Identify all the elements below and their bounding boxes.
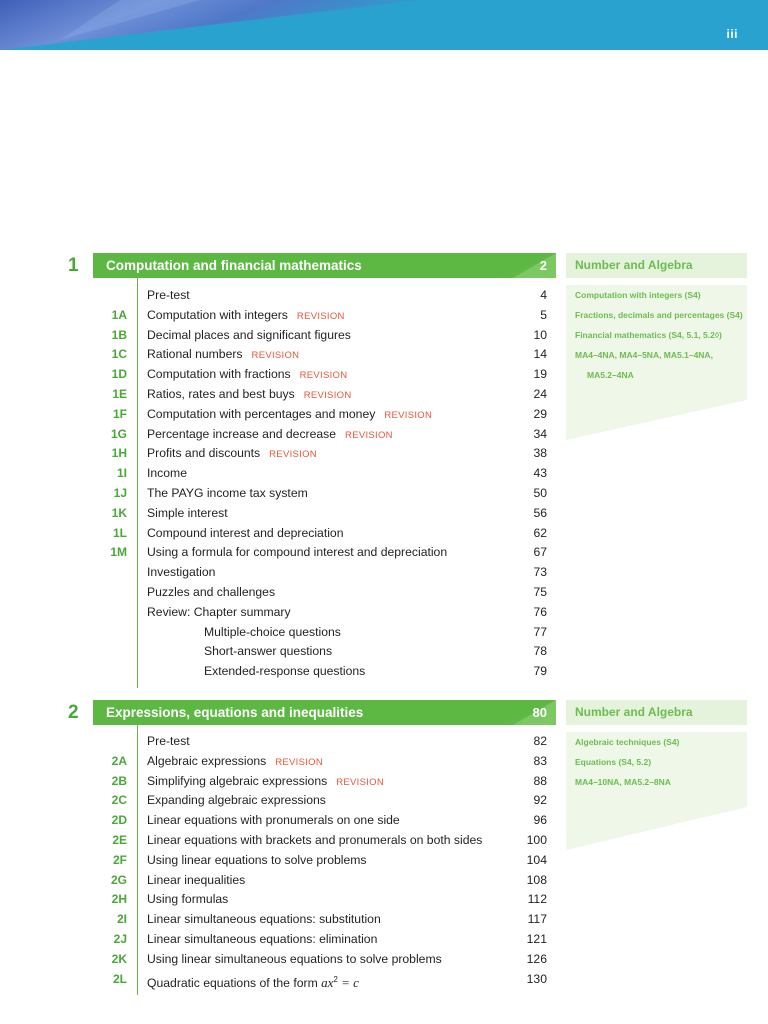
- toc-row[interactable]: [0, 871, 768, 891]
- revision-badge: REVISION: [251, 350, 300, 362]
- section-page: 92: [533, 793, 547, 808]
- section-title: The PAYG income tax system: [147, 485, 308, 500]
- chapter-number: 1: [68, 255, 79, 276]
- toc-row[interactable]: [0, 831, 768, 851]
- section-page: 77: [533, 624, 547, 639]
- revision-badge: REVISION: [303, 389, 352, 401]
- chapter-number: 2: [68, 702, 79, 723]
- section-code: 1B: [111, 327, 127, 342]
- section-page: 82: [533, 734, 547, 748]
- section-title: Algebraic expressions REVISION: [147, 753, 324, 768]
- strand-item: Computation with integers (S4): [575, 290, 701, 300]
- section-code: 2E: [112, 832, 127, 847]
- header-banner: [0, 0, 768, 50]
- section-page: 121: [526, 931, 547, 946]
- toc-row[interactable]: [0, 950, 768, 970]
- section-title: Decimal places and significant figures: [147, 327, 351, 342]
- section-code: 2B: [111, 773, 127, 788]
- section-page: 96: [533, 813, 547, 828]
- section-title: Linear equations with brackets and pronumerals on both sides: [147, 832, 483, 847]
- section-title: Quadratic equations of the form $ax^2 = c$: [147, 974, 359, 990]
- revision-badge: REVISION: [345, 429, 393, 441]
- section-code: 2K: [111, 951, 127, 966]
- strand-heading: Number and Algebra: [566, 253, 747, 278]
- section-page: 56: [533, 505, 547, 520]
- toc-row[interactable]: [0, 543, 768, 563]
- strand-heading: Number and Algebra: [566, 700, 747, 725]
- toc-row[interactable]: [0, 752, 768, 772]
- section-code: 1C: [111, 347, 127, 362]
- section-page: 76: [533, 604, 547, 619]
- toc-row[interactable]: [0, 524, 768, 544]
- section-title: Using formulas: [147, 892, 229, 907]
- section-page: 78: [533, 644, 547, 659]
- section-page: 34: [533, 426, 547, 441]
- revision-badge: REVISION: [269, 449, 317, 461]
- section-code: 2G: [110, 872, 127, 887]
- section-code: 1A: [111, 307, 127, 322]
- section-page: 130: [526, 971, 547, 986]
- section-title: Computation with integers REVISION: [147, 307, 345, 322]
- section-page: 88: [533, 773, 547, 788]
- section-title: Computation with fractions REVISION: [147, 367, 348, 382]
- toc-row[interactable]: [0, 811, 768, 831]
- section-code: 1H: [111, 446, 127, 461]
- toc-row[interactable]: [0, 405, 768, 425]
- section-page: 43: [533, 466, 547, 481]
- strand-item: Fractions, decimals and percentages (S4): [575, 310, 743, 320]
- toc-row[interactable]: [0, 504, 768, 524]
- toc-row[interactable]: [0, 970, 768, 990]
- toc-row[interactable]: [0, 603, 768, 623]
- revision-badge: REVISION: [296, 310, 345, 322]
- section-code: 1G: [110, 426, 127, 441]
- section-title: Using a formula for compound interest and depreciation: [147, 545, 448, 560]
- toc-row[interactable]: [0, 286, 768, 306]
- toc-row[interactable]: [0, 791, 768, 811]
- section-page: 83: [533, 753, 547, 768]
- section-code: 2L: [112, 971, 127, 986]
- section-code: 2F: [112, 852, 127, 867]
- toc-row[interactable]: [0, 910, 768, 930]
- toc-row[interactable]: [0, 484, 768, 504]
- revision-badge: REVISION: [275, 756, 324, 768]
- toc-row[interactable]: [0, 385, 768, 405]
- toc-row[interactable]: [0, 464, 768, 484]
- section-title: Simplifying algebraic expressions REVISION: [147, 773, 385, 788]
- section-title: Computation with percentages and money REVISION: [147, 406, 433, 421]
- section-page: 67: [533, 545, 547, 560]
- section-code: 1M: [110, 545, 127, 560]
- section-title: Profits and discounts REVISION: [147, 446, 317, 461]
- section-list: [0, 286, 768, 682]
- section-title: Simple interest: [147, 505, 228, 520]
- header-decoration: [0, 0, 420, 50]
- strand-item: MA4–10NA, MA5.2–8NA: [575, 777, 671, 787]
- section-title: Pre-test: [147, 288, 190, 302]
- section-page: 126: [526, 951, 547, 966]
- section-code: 2J: [113, 931, 127, 946]
- section-code: 1J: [113, 485, 127, 500]
- section-page: 38: [533, 446, 547, 461]
- section-code: 1I: [116, 466, 127, 481]
- chapter-title: Expressions, equations and inequalities: [106, 705, 364, 720]
- toc-row[interactable]: [0, 583, 768, 603]
- section-title: Ratios, rates and best buys REVISION: [147, 386, 352, 401]
- section-title: Linear simultaneous equations: elimination: [147, 931, 378, 946]
- section-page: 24: [533, 386, 547, 401]
- toc-row[interactable]: [0, 425, 768, 445]
- section-code: 1K: [111, 505, 127, 520]
- section-page: 117: [527, 912, 547, 927]
- section-title: Expanding algebraic expressions: [147, 793, 326, 808]
- toc-row[interactable]: [0, 623, 768, 643]
- section-title: Review: Chapter summary: [147, 604, 291, 619]
- toc-row[interactable]: [0, 851, 768, 871]
- section-title: Using linear simultaneous equations to solve problems: [147, 951, 442, 966]
- strand-item: MA4–4NA, MA4–5NA, MA5.1–4NA,: [575, 350, 713, 360]
- section-page: 50: [533, 485, 547, 500]
- section-code: 1F: [112, 406, 127, 421]
- toc-row[interactable]: [0, 890, 768, 910]
- strand-item: Equations (S4, 5.2): [575, 757, 652, 767]
- toc-row[interactable]: [0, 345, 768, 365]
- toc-row[interactable]: [0, 662, 768, 682]
- strand-item: MA5.2–4NA: [587, 370, 634, 380]
- section-title: Compound interest and depreciation: [147, 525, 344, 540]
- section-title: Multiple-choice questions: [204, 624, 341, 639]
- section-code: 2I: [116, 912, 127, 927]
- section-page: 4: [540, 288, 547, 302]
- toc-row[interactable]: [0, 306, 768, 326]
- section-title: Linear equations with pronumerals on one side: [147, 813, 400, 828]
- section-page: 112: [527, 892, 547, 907]
- section-title: Pre-test: [147, 734, 190, 748]
- section-title: Percentage increase and decrease REVISION: [147, 426, 393, 441]
- section-code: 2C: [111, 793, 127, 808]
- chapter-title: Computation and financial mathematics: [106, 258, 362, 273]
- toc-row[interactable]: [0, 930, 768, 950]
- section-code: 2D: [111, 813, 127, 828]
- section-page: 108: [526, 872, 547, 887]
- chapter-header-bar[interactable]: [93, 253, 556, 278]
- strand-item: Financial mathematics (S4, 5.1, 5.2◊): [575, 330, 722, 340]
- strand-item: Algebraic techniques (S4): [575, 737, 680, 747]
- chapter-header-bar[interactable]: [93, 700, 556, 725]
- toc-row[interactable]: [0, 563, 768, 583]
- toc-row[interactable]: [0, 732, 768, 752]
- section-list: [0, 732, 768, 989]
- section-code: 1L: [112, 525, 127, 540]
- chapter-page: 80: [532, 705, 547, 720]
- chapter-page: 2: [539, 258, 547, 273]
- section-page: 29: [533, 406, 547, 421]
- section-page: 5: [540, 307, 547, 322]
- revision-badge: REVISION: [336, 776, 385, 788]
- section-page: 10: [533, 327, 547, 342]
- section-page: 79: [533, 664, 547, 679]
- section-title: Using linear equations to solve problems: [147, 852, 367, 867]
- section-title: Short-answer questions: [204, 644, 333, 659]
- revision-badge: REVISION: [299, 370, 348, 382]
- section-title: Linear inequalities: [147, 872, 246, 887]
- section-page: 19: [533, 367, 547, 382]
- section-title: Income: [147, 466, 187, 481]
- section-title: Puzzles and challenges: [147, 584, 276, 599]
- section-page: 100: [526, 832, 547, 847]
- toc-row[interactable]: [0, 365, 768, 385]
- section-title: Investigation: [147, 565, 216, 580]
- section-page: 62: [533, 525, 547, 540]
- revision-badge: REVISION: [384, 409, 433, 421]
- page-number: iii: [726, 27, 738, 41]
- section-code: 1E: [112, 386, 127, 401]
- section-code: 2A: [111, 753, 127, 768]
- section-title: Rational numbers REVISION: [147, 347, 300, 362]
- section-code: 1D: [111, 367, 127, 382]
- section-page: 75: [533, 584, 547, 599]
- section-code: 2H: [111, 892, 127, 907]
- toc-row[interactable]: [0, 642, 768, 662]
- toc-row[interactable]: [0, 772, 768, 792]
- section-title: Extended-response questions: [204, 664, 366, 679]
- section-page: 73: [533, 565, 547, 580]
- section-title: Linear simultaneous equations: substitution: [147, 912, 381, 927]
- toc-row[interactable]: [0, 444, 768, 464]
- section-page: 104: [526, 852, 547, 867]
- toc-row[interactable]: [0, 326, 768, 346]
- section-page: 14: [533, 347, 547, 362]
